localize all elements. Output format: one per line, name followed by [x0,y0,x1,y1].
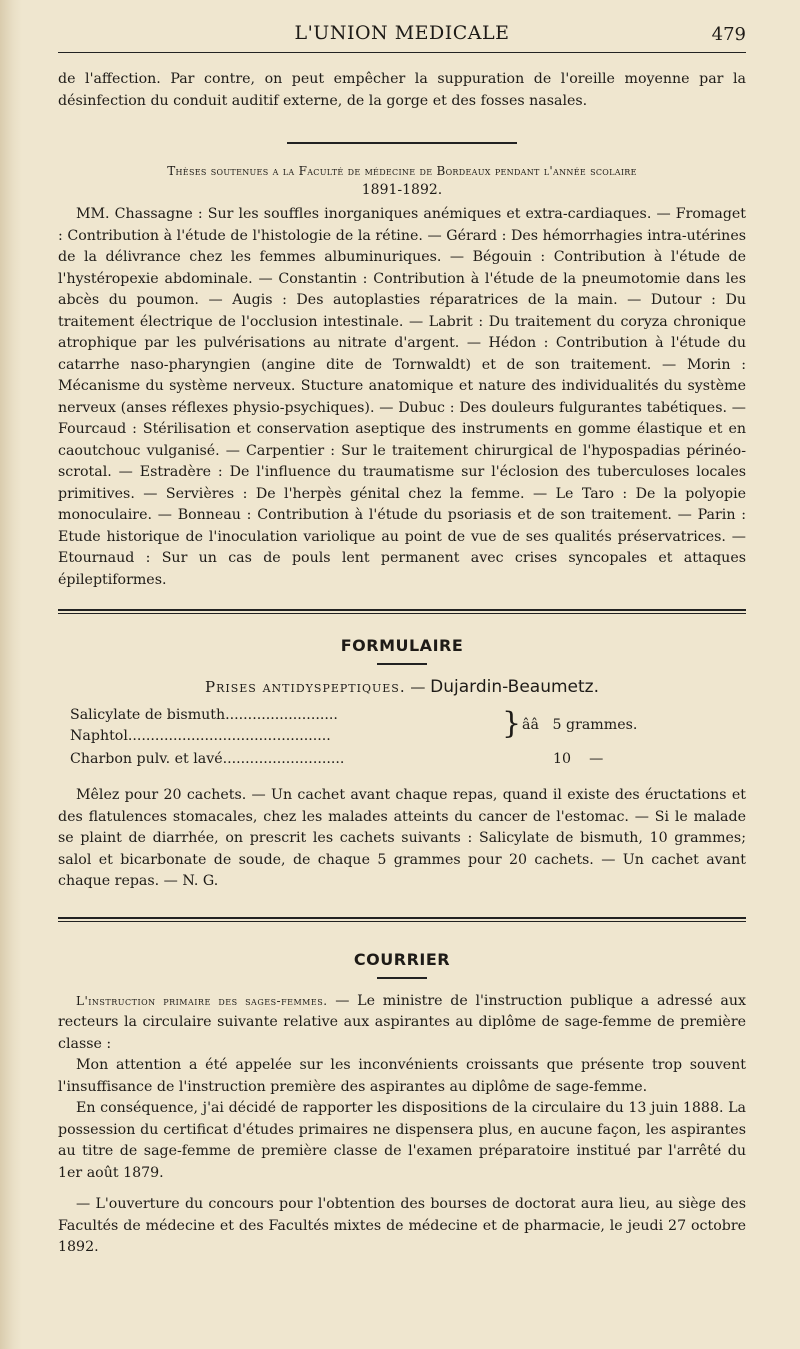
title-underline [377,663,427,665]
theses-list: MM. Chassagne : Sur les souffles inorganiques anémiques et extra-cardiaques. — Fromaget : Contribution à l'étude de l'histologie de la rétine. — Gérard : Des hémorrhagies intra-utérines de la délivrance chez les femmes albuminuriques. — Bégouin : Contribution à l'étude de l'hystéropexie abdominale. — Constantin : Contribution à l'étude de la pneumotomie dans les abcès du poumon. — Augis : Des autoplasties réparatrices de la main. — Dutour : Du traitement électrique de l'occlusion intestinale. — Labrit : Du traitement du coryza chronique atrophique par les pulvérisations au nitrate d'argent. — Hédon : Contribution à l'étude du catarrhe naso-pharyngien (angine dite de Tornwaldt) et de son traitement. — Morin : Mécanisme du système nerveux. Stucture anatomique et nature des individualités du système nerveux (anses réflexes physio-psychiques). — Dubuc : Des douleurs fulgurantes tabétiques. — Fourcaud : Stérilisation et conservation aseptique des instruments en gomme élastique et en caoutchouc vulganisé. — Carpentier : Sur le traitement chirurgical de l'hypospadias périnéo-scrotal. — Estradère : De l'influence du traumatisme sur l'éclosion des tuberculoses locales primitives. — Servières : De l'herpès génital chez la femme. — Le Taro : De la polyopie monoculaire. — Bonneau : Contribution à l'étude du psoriasis et de son traitement. — Parin : Etude historique de l'inoculation variolique au point de vue de ses qualités préservatrices. — Etournaud : Sur un cas de pouls lent permanent avec crises syncopales et attaques épileptiformes. [58,206,746,588]
courrier-title: COURRIER [353,949,451,969]
double-rule [58,609,746,611]
recipe-shared-dose: ââ 5 grammes. [522,717,638,733]
recipe-ingredient: Salicylate de bismuth......................... [70,707,338,723]
double-rule-thin [58,613,746,614]
page [58,22,746,1259]
courrier-lead: L'instruction primaire des sages-femmes. [76,993,328,1008]
courrier-paragraph: Mon attention a été appelée sur les inconvénients croissants que présente trop souvent l'insuffisance de l'instruction première des aspirantes au diplôme de sage-femme. [58,1057,746,1095]
prescription-label: Prises antidyspeptiques. [205,678,406,696]
double-rule-thin [58,921,746,922]
recipe-ingredient: Charbon pulv. et lavé........................... [70,751,345,767]
page-number: 479 [711,24,746,45]
courrier-paragraph: — L'ouverture du concours pour l'obtention des bourses de doctorat aura lieu, au siège des Facultés de médecine et des Facultés mixtes de médecine et de pharmacie, le jeudi 27 octobre 1892. [58,1196,746,1255]
running-header [58,22,746,53]
prescription-author: Dujardin-Beaumetz. [430,677,599,697]
section-divider [287,142,517,144]
theses-year: 1891-1892. [361,182,443,198]
formulaire-instructions: Mêlez pour 20 cachets. — Un cachet avant chaque repas, quand il existe des éructations et des flatulences stomacales, chez les malades atteints du cancer de l'estomac. — Si le malade se plaint de diarrhée, on prescrit les cachets suivants : Salicylate de bismuth, 10 grammes; salol et bicarbonate de soude, de chaque 5 grammes pour 20 cachets. — Un cachet avant chaque repas. — N. G. [58,787,746,889]
double-rule [58,917,746,919]
title-underline [377,977,427,979]
heading-dash: — [410,678,426,696]
prescription-heading [58,677,746,697]
formulaire-title: FORMULAIRE [340,636,464,655]
courrier-paragraph: En conséquence, j'ai décidé de rapporter les dispositions de la circulaire du 13 juin 1888. La possession du certificat d'études primaires ne dispensera plus, en aucune façon, les aspirantes au titre de sage-femme de première classe de l'examen préparatoire institué par l'arrêté du 1er août 1879. [58,1100,746,1181]
recipe-ingredient: Naphtol............................................. [70,728,331,744]
intro-paragraph: de l'affection. Par contre, on peut empêcher la suppuration de l'oreille moyenne par la désinfection du conduit auditif externe, de la gorge et des fosses nasales. [58,71,746,109]
brace-glyph: } [502,706,522,741]
courrier-paragraph [58,991,746,1056]
book-spine [0,0,22,1349]
courrier-text: — Le ministre de l'instruction publique a adressé aux recteurs la circulaire suivante relative aux aspirantes au diplôme de sage-femme de première classe : [58,992,746,1052]
theses-heading: Thèses soutenues a la Faculté de médecine de Bordeaux pendant l'année scolaire [167,164,637,178]
journal-title: L'UNION MEDICALE [294,22,510,44]
recipe-dose: 10 — [553,751,604,767]
recipe-table [70,707,746,775]
